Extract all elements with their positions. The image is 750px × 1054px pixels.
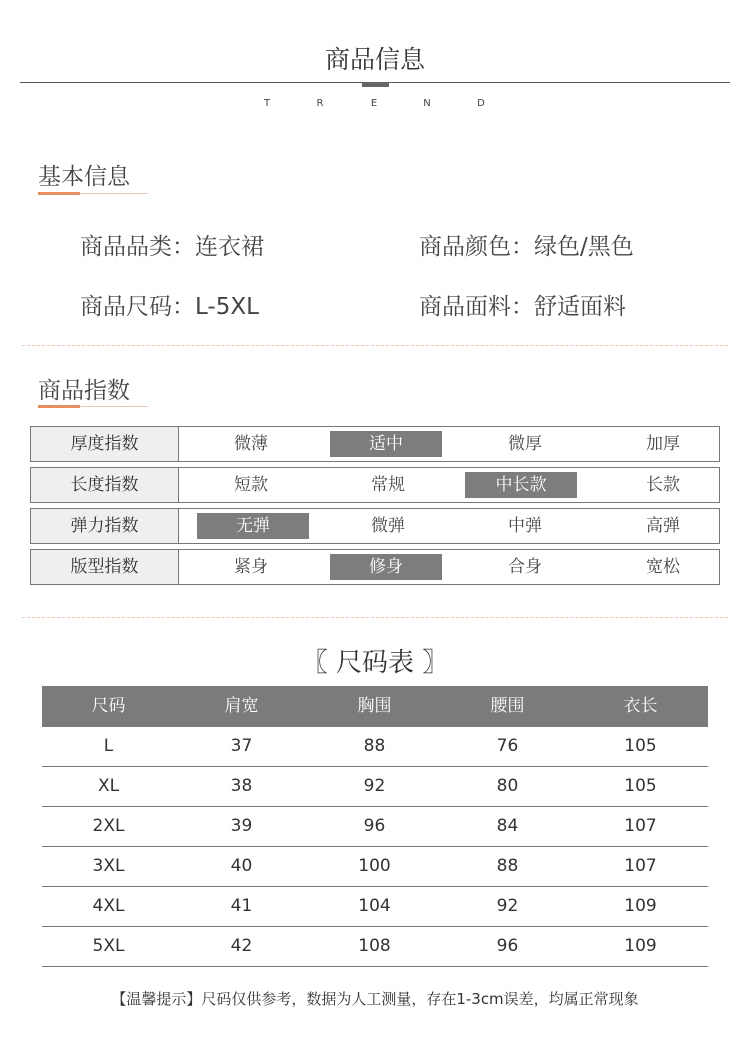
index-option-selected: 修身: [330, 554, 442, 580]
table-cell: 107: [624, 816, 657, 836]
index-option: 高弹: [646, 516, 680, 536]
table-cell: 105: [624, 736, 657, 756]
basic-info-title: 基本信息: [38, 164, 130, 190]
index-row-length: [30, 467, 720, 503]
table-cell: 105: [624, 776, 657, 796]
index-option: 长款: [646, 475, 680, 495]
table-row: [42, 767, 708, 807]
index-row-fit: [30, 549, 720, 585]
index-option: 中弹: [508, 516, 542, 536]
trend-letter: N: [423, 98, 431, 109]
index-option: 宽松: [646, 557, 680, 577]
table-cell: 109: [624, 936, 657, 956]
table-cell: 109: [624, 896, 657, 916]
index-label: 长度指数: [31, 468, 179, 502]
index-option-selected: 适中: [330, 431, 442, 457]
column-header: 衣长: [623, 696, 658, 716]
table-cell: 96: [363, 816, 386, 836]
table-cell: 38: [230, 776, 253, 796]
table-cell: 80: [496, 776, 519, 796]
table-cell: 96: [496, 936, 519, 956]
table-cell: 37: [230, 736, 253, 756]
trend-letter: D: [477, 98, 485, 109]
table-cell: L: [103, 736, 114, 756]
info-label: 商品尺码：: [80, 294, 195, 320]
table-cell: 42: [230, 936, 253, 956]
table-cell: 100: [358, 856, 391, 876]
index-option: 紧身: [234, 557, 268, 577]
table-cell: 88: [496, 856, 519, 876]
table-cell: 3XL: [92, 856, 125, 876]
table-cell: 40: [230, 856, 253, 876]
info-label: 商品面料：: [419, 294, 534, 320]
column-header: 腰围: [490, 696, 525, 716]
size-table: [42, 686, 708, 967]
table-cell: 2XL: [92, 816, 125, 836]
index-row-elasticity: [30, 508, 720, 544]
header-title: 商品信息: [324, 45, 425, 74]
product-index-title: 商品指数: [38, 378, 130, 404]
table-cell: 88: [363, 736, 386, 756]
table-row: [42, 887, 708, 927]
size-tip: 【温馨提示】尺码仅供参考，数据为人工测量，存在1-3cm误差，均属正常现象: [111, 990, 639, 1008]
index-label: 厚度指数: [31, 427, 179, 461]
table-cell: 107: [624, 856, 657, 876]
index-option: 常规: [371, 475, 405, 495]
size-table-header: [42, 686, 708, 727]
info-label: 商品品类：: [80, 234, 195, 260]
table-cell: 104: [358, 896, 391, 916]
table-cell: 76: [496, 736, 519, 756]
index-label: 版型指数: [31, 550, 179, 584]
index-option: 加厚: [646, 434, 680, 454]
index-option: 微弹: [371, 516, 405, 536]
index-option-selected: 无弹: [197, 513, 309, 539]
info-label: 商品颜色：: [419, 234, 534, 260]
table-row: [42, 847, 708, 887]
table-cell: 41: [230, 896, 253, 916]
table-cell: 108: [358, 936, 391, 956]
size-chart-title: 〖 尺码表 〗: [301, 648, 449, 678]
table-cell: XL: [97, 776, 120, 796]
trend-letter: R: [316, 98, 324, 109]
index-label: 弹力指数: [31, 509, 179, 543]
info-value: 舒适面料: [534, 294, 626, 320]
table-row: [42, 927, 708, 967]
index-option: 合身: [508, 557, 542, 577]
column-header: 肩宽: [224, 696, 259, 716]
header-divider-mark: [362, 82, 389, 87]
table-cell: 92: [496, 896, 519, 916]
table-row: [42, 727, 708, 767]
trend-letter: T: [263, 98, 271, 109]
index-option: 微薄: [234, 434, 268, 454]
section-divider: [22, 617, 728, 618]
column-header: 尺码: [91, 696, 126, 716]
info-value: 绿色/黑色: [534, 234, 634, 260]
column-header: 胸围: [357, 696, 392, 716]
index-row-thickness: [30, 426, 720, 462]
product-index-underline: [38, 406, 148, 407]
table-cell: 92: [363, 776, 386, 796]
table-cell: 39: [230, 816, 253, 836]
table-cell: 5XL: [92, 936, 125, 956]
info-value: 连衣裙: [195, 234, 264, 260]
index-option-selected: 中长款: [465, 472, 577, 498]
index-option: 微厚: [508, 434, 542, 454]
table-cell: 84: [496, 816, 519, 836]
info-color: [419, 228, 634, 261]
table-cell: 4XL: [92, 896, 125, 916]
section-divider: [22, 345, 728, 346]
table-row: [42, 807, 708, 847]
index-option: 短款: [234, 475, 268, 495]
info-fabric: [419, 288, 626, 321]
basic-info-underline: [38, 193, 148, 194]
trend-letters: [0, 98, 750, 112]
trend-letter: E: [370, 98, 378, 109]
info-value: L-5XL: [195, 294, 259, 320]
info-size: [80, 288, 259, 321]
info-category: [80, 228, 264, 261]
